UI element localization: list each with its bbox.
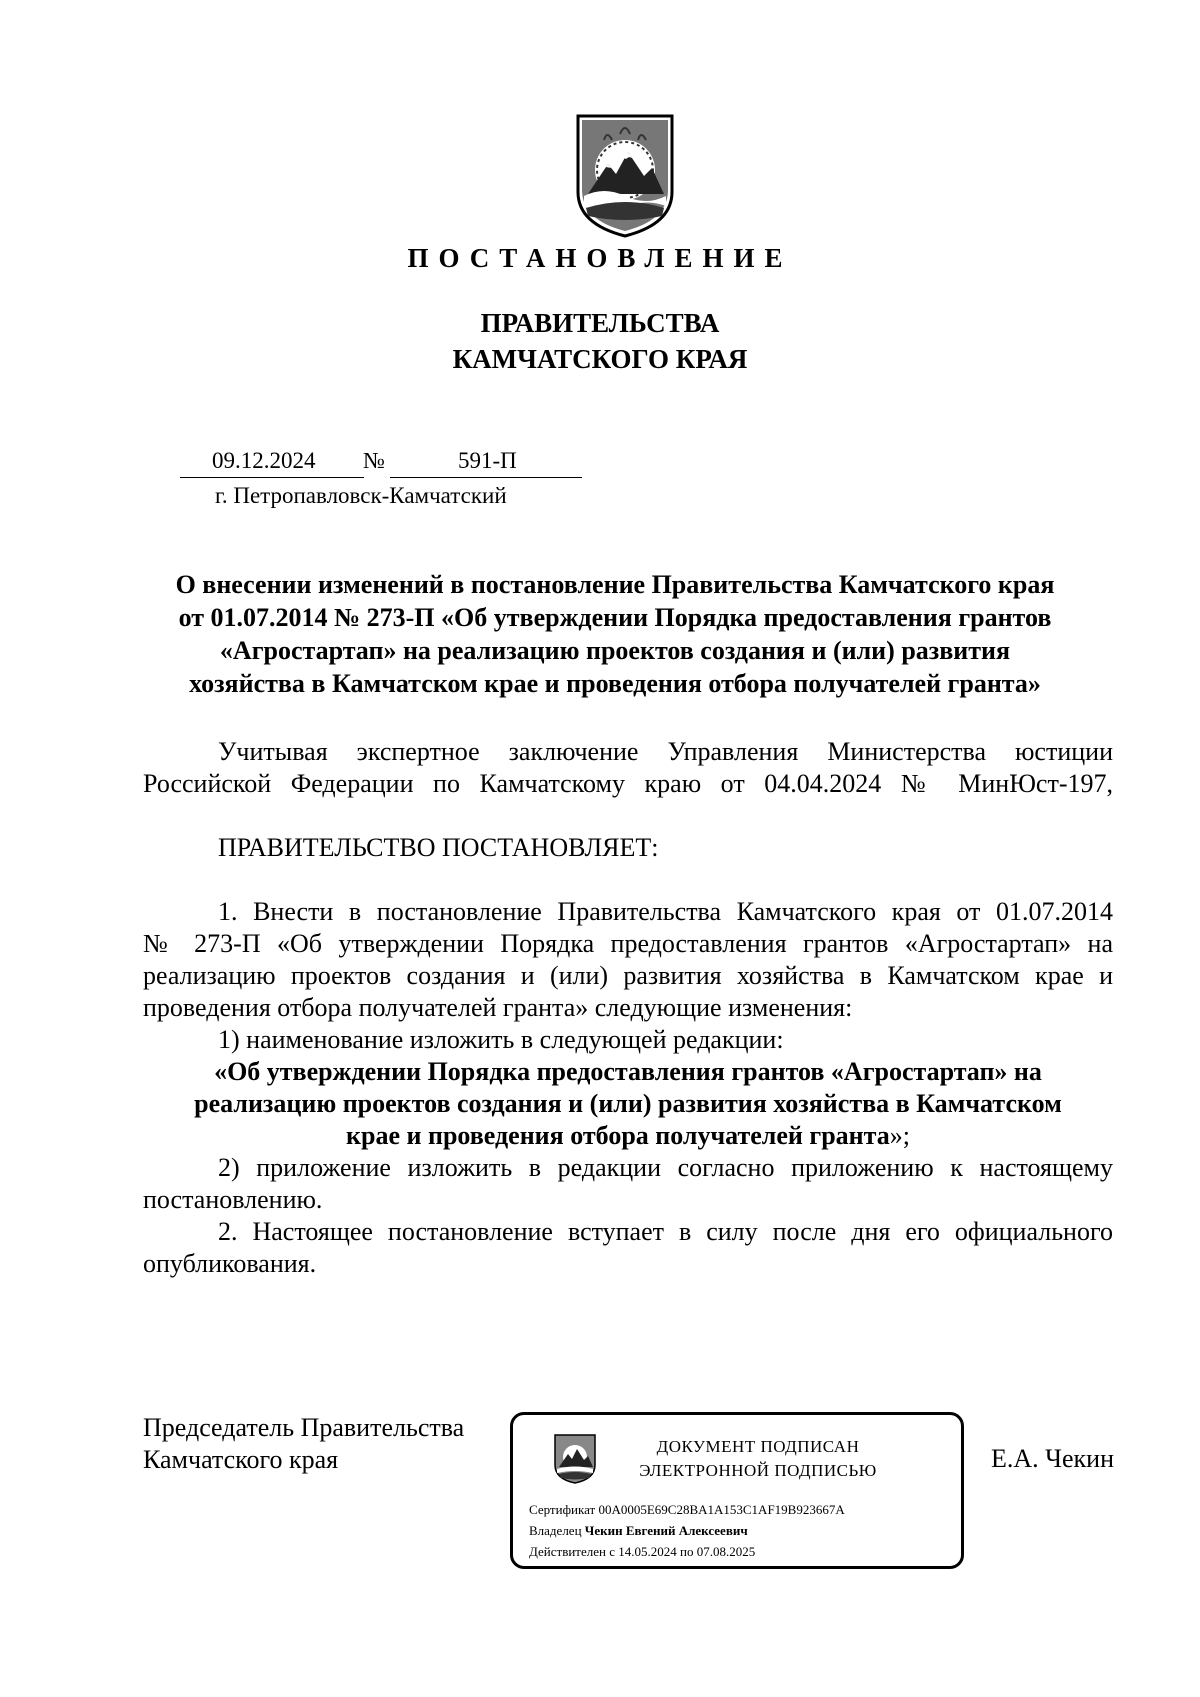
title-line-3: «Агростартап» на реализацию проектов создания и (или) развития	[219, 636, 1011, 665]
certificate-line	[529, 1502, 845, 1518]
item-1-line-1: 1. Внести в постановление Правительства Камчатского края от 01.07.2014	[218, 897, 1113, 926]
stamp-emblem-icon	[553, 1433, 597, 1485]
title-line-4: хозяйства в Камчатском крае и проведения отбора получателей гранта»	[189, 669, 1041, 698]
quoted-title-closing: »;	[889, 1121, 910, 1150]
quoted-title-line-2: реализацию проектов создания и (или) развития хозяйства в Камчатском	[194, 1089, 1062, 1118]
certificate-number: 00A0005E69C28BA1A153C1AF19B923667A	[598, 1502, 845, 1517]
authority-line-2: КАМЧАТСКОГО КРАЯ	[452, 344, 748, 374]
quoted-title-line-3	[143, 1120, 1113, 1152]
number-underline	[390, 477, 582, 478]
number-sign: №	[363, 448, 385, 473]
item-1-line-3: реализацию проектов создания и (или) развития хозяйства в Камчатском крае и	[143, 961, 1113, 990]
document-type-heading: ПОСТАНОВЛЕНИЕ	[407, 243, 793, 273]
issue-city: г. Петропавловск-Камчатский	[215, 483, 507, 508]
item-2-line-1: 2. Настоящее постановление вступает в силу после дня его официального	[218, 1217, 1113, 1246]
document-date: 09.12.2024	[212, 448, 316, 473]
resolves-heading	[143, 832, 1113, 864]
authority-line-1: ПРАВИТЕЛЬСТВА	[480, 308, 720, 338]
preamble-line-1: Учитывая экспертное заключение Управления Министерства юстиции	[218, 737, 1113, 766]
title-line-2: от 01.07.2014 № 273-П «Об утверждении Порядка предоставления грантов	[178, 603, 1052, 632]
electronic-signature-stamp	[510, 1412, 964, 1569]
issuing-authority	[0, 305, 1200, 377]
preamble-line-2: Российской Федерации по Камчатскому краю от 04.04.2024 № МинЮст-197,	[143, 769, 1113, 798]
valid-from-date: 14.05.2024	[618, 1544, 677, 1559]
quoted-title-line-1: «Об утверждении Порядка предоставления грантов «Агростартап» на	[214, 1057, 1042, 1086]
valid-to-date: 07.08.2025	[696, 1544, 756, 1559]
stamp-heading-line-1: ДОКУМЕНТ ПОДПИСАН	[656, 1437, 860, 1456]
document-number: 591-П	[458, 448, 517, 473]
item-1-paragraph	[143, 896, 1113, 1280]
document-title	[130, 568, 1100, 700]
validity-label: Действителен	[529, 1544, 606, 1559]
preamble-paragraph	[143, 736, 1113, 800]
stamp-heading-line-2: ЭЛЕКТРОННОЙ ПОДПИСЬЮ	[639, 1461, 877, 1480]
title-line-1: О внесении изменений в постановление Правительства Камчатского края	[175, 570, 1055, 599]
owner-line	[529, 1523, 748, 1539]
signatory-position	[143, 1412, 464, 1476]
stamp-heading	[613, 1435, 903, 1483]
item-1-subitem-2-line-2: постановлению.	[143, 1185, 323, 1214]
quoted-title-line-3-text: крае и проведения отбора получателей гранта	[346, 1121, 890, 1150]
item-2-line-2: опубликования.	[143, 1249, 317, 1278]
owner-name: Чекин Евгений Алексеевич	[584, 1523, 748, 1538]
item-1-line-4: проведения отбора получателей гранта» следующие изменения:	[143, 993, 853, 1022]
valid-to-label: по	[680, 1544, 694, 1559]
kamchatka-coat-of-arms-icon	[574, 112, 676, 240]
signatory-position-line-2: Камчатского края	[143, 1445, 339, 1474]
valid-from-label: с	[609, 1544, 615, 1559]
date-underline	[180, 477, 364, 478]
item-1-subitem-1: 1) наименование изложить в следующей редакции:	[218, 1025, 784, 1054]
signatory-name: Е.А. Чекин	[990, 1444, 1114, 1473]
validity-line	[529, 1544, 755, 1560]
resolves-text: ПРАВИТЕЛЬСТВО ПОСТАНОВЛЯЕТ:	[218, 833, 659, 862]
certificate-label: Сертификат	[529, 1502, 596, 1517]
signatory-position-line-1: Председатель Правительства	[143, 1413, 465, 1442]
item-1-line-2: № 273-П «Об утверждении Порядка предоставления грантов «Агростартап» на	[143, 929, 1113, 958]
registration-line	[180, 448, 582, 480]
owner-label: Владелец	[529, 1523, 582, 1538]
item-1-subitem-2-line-1: 2) приложение изложить в редакции согласно приложению к настоящему	[218, 1153, 1113, 1182]
